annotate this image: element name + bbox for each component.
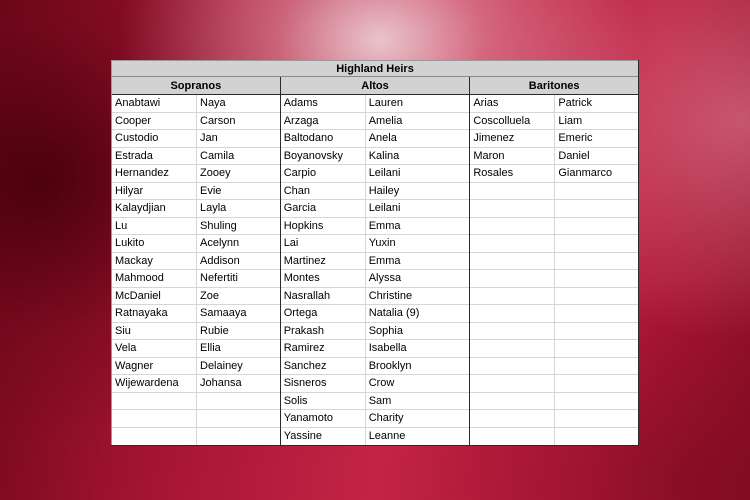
table-row bbox=[470, 305, 638, 323]
given-name-cell: Brooklyn bbox=[365, 358, 470, 375]
given-name-cell bbox=[554, 218, 638, 235]
surname-cell: Solis bbox=[283, 394, 308, 407]
given-name-cell bbox=[554, 253, 638, 270]
table-row bbox=[281, 428, 470, 446]
given-name-cell: Emma bbox=[365, 253, 470, 270]
surname-cell: Cooper bbox=[115, 114, 152, 127]
table-row bbox=[112, 218, 280, 236]
table-row bbox=[112, 253, 280, 271]
given-name-cell bbox=[196, 428, 280, 446]
given-name-cell bbox=[554, 358, 638, 375]
section-header-altos: Altos bbox=[281, 77, 470, 95]
given-name-cell bbox=[554, 410, 638, 427]
given-name-cell: Nefertiti bbox=[196, 270, 280, 287]
surname-cell: Wagner bbox=[115, 359, 154, 372]
given-name-cell bbox=[554, 270, 638, 287]
surname-cell: Wijewardena bbox=[115, 377, 179, 389]
table-row bbox=[470, 253, 638, 271]
given-name-cell: Leilani bbox=[365, 165, 470, 182]
given-name-cell: Johansa bbox=[196, 375, 280, 392]
given-name-cell: Daniel bbox=[554, 148, 638, 165]
given-name-cell: Isabella bbox=[365, 340, 470, 357]
surname-cell bbox=[112, 393, 196, 410]
given-name-cell: Christine bbox=[365, 288, 470, 305]
surname-cell bbox=[470, 305, 554, 322]
given-name-cell: Amelia bbox=[365, 113, 470, 130]
surname-cell: Ratnayaka bbox=[115, 307, 168, 319]
table-row bbox=[470, 288, 638, 306]
given-name-cell: Hailey bbox=[365, 183, 470, 200]
given-name-cell bbox=[554, 340, 638, 357]
surname-cell bbox=[112, 428, 196, 446]
given-name-cell: Jan bbox=[196, 130, 280, 147]
given-name-cell bbox=[554, 428, 638, 446]
given-name-cell: Gianmarco bbox=[554, 165, 638, 182]
table-row bbox=[112, 270, 280, 288]
given-name-cell bbox=[554, 393, 638, 410]
given-name-cell bbox=[554, 183, 638, 200]
table-row bbox=[281, 148, 470, 166]
table-row bbox=[281, 340, 470, 358]
surname-cell: Mackay bbox=[115, 254, 153, 267]
surname-cell: Lu bbox=[115, 219, 128, 232]
table-row bbox=[470, 375, 638, 393]
given-name-cell bbox=[554, 235, 638, 252]
table-row bbox=[470, 323, 638, 341]
surname-cell bbox=[470, 323, 554, 340]
surname-cell: Ramirez bbox=[283, 342, 325, 354]
surname-cell: Sisneros bbox=[283, 377, 327, 389]
table-row bbox=[470, 183, 638, 201]
given-name-cell: Camila bbox=[196, 148, 280, 165]
surname-cell: Estrada bbox=[115, 149, 153, 162]
given-name-cell bbox=[554, 200, 638, 217]
section-header-sopranos: Sopranos bbox=[112, 77, 280, 95]
table-row bbox=[281, 130, 470, 148]
section-header-baritones: Baritones bbox=[470, 77, 638, 95]
surname-cell: Vela bbox=[115, 342, 137, 354]
surname-cell: Nasrallah bbox=[283, 289, 331, 302]
given-name-cell: Zooey bbox=[196, 165, 280, 182]
table-row bbox=[281, 375, 470, 393]
given-name-cell: Rubie bbox=[196, 323, 280, 340]
table-row bbox=[112, 410, 280, 428]
surname-cell: Kalaydjian bbox=[115, 202, 166, 214]
surname-cell bbox=[470, 288, 554, 305]
table-row bbox=[112, 183, 280, 201]
surname-cell: Montes bbox=[283, 272, 320, 284]
surname-cell bbox=[470, 200, 554, 217]
given-name-cell: Addison bbox=[196, 253, 280, 270]
table-row bbox=[112, 165, 280, 183]
surname-cell: Custodio bbox=[115, 132, 159, 144]
table-row bbox=[470, 428, 638, 446]
surname-cell bbox=[470, 428, 554, 446]
table-row bbox=[112, 130, 280, 148]
given-name-cell: Ellia bbox=[196, 340, 280, 357]
surname-cell: Maron bbox=[473, 149, 505, 162]
table-row bbox=[112, 148, 280, 166]
given-name-cell: Delainey bbox=[196, 358, 280, 375]
table-row bbox=[112, 393, 280, 411]
given-name-cell: Leanne bbox=[365, 428, 470, 446]
given-name-cell: Kalina bbox=[365, 148, 470, 165]
table-row bbox=[281, 305, 470, 323]
table-row bbox=[281, 270, 470, 288]
surname-cell: McDaniel bbox=[115, 289, 161, 302]
table-row bbox=[470, 218, 638, 236]
surname-cell: Hernandez bbox=[115, 167, 169, 179]
surname-cell bbox=[470, 183, 554, 200]
given-name-cell: Emeric bbox=[554, 130, 638, 147]
given-name-cell: Emma bbox=[365, 218, 470, 235]
given-name-cell: Sophia bbox=[365, 323, 470, 340]
surname-cell bbox=[470, 410, 554, 427]
surname-cell bbox=[470, 270, 554, 287]
given-name-cell: Crow bbox=[365, 375, 470, 392]
surname-cell: Baltodano bbox=[283, 132, 334, 144]
section-baritones bbox=[469, 77, 638, 445]
surname-cell: Rosales bbox=[473, 167, 514, 179]
table-row bbox=[112, 288, 280, 306]
table-row bbox=[112, 200, 280, 218]
table-row bbox=[281, 113, 470, 131]
table-row bbox=[470, 410, 638, 428]
given-name-cell: Layla bbox=[196, 200, 280, 217]
table-row bbox=[112, 235, 280, 253]
table-row bbox=[281, 288, 470, 306]
given-name-cell bbox=[554, 305, 638, 322]
given-name-cell bbox=[196, 393, 280, 410]
surname-cell: Adams bbox=[283, 97, 318, 109]
section-sopranos bbox=[111, 77, 280, 445]
table-row bbox=[112, 428, 280, 446]
surname-cell: Hopkins bbox=[283, 219, 324, 232]
surname-cell bbox=[470, 340, 554, 357]
surname-cell: Boyanovsky bbox=[283, 149, 343, 162]
table-row bbox=[470, 235, 638, 253]
table-row bbox=[281, 323, 470, 341]
given-name-cell: Evie bbox=[196, 183, 280, 200]
table-row bbox=[281, 165, 470, 183]
given-name-cell: Patrick bbox=[554, 95, 638, 112]
given-name-cell bbox=[554, 288, 638, 305]
given-name-cell bbox=[196, 410, 280, 427]
surname-cell bbox=[470, 375, 554, 392]
given-name-cell: Naya bbox=[196, 95, 280, 112]
given-name-cell: Charity bbox=[365, 410, 470, 427]
given-name-cell: Lauren bbox=[365, 95, 470, 112]
table-row bbox=[470, 358, 638, 376]
table-row bbox=[470, 148, 638, 166]
given-name-cell: Acelynn bbox=[196, 235, 280, 252]
given-name-cell: Natalia (9) bbox=[365, 305, 470, 322]
voice-sections bbox=[111, 77, 638, 445]
table-title: Highland Heirs bbox=[111, 60, 638, 77]
surname-cell: Hilyar bbox=[115, 184, 144, 197]
surname-cell: Chan bbox=[283, 184, 310, 197]
surname-cell: Coscolluela bbox=[473, 114, 531, 127]
table-row bbox=[470, 270, 638, 288]
given-name-cell: Anela bbox=[365, 130, 470, 147]
given-name-cell: Carson bbox=[196, 113, 280, 130]
surname-cell: Martinez bbox=[283, 254, 326, 267]
given-name-cell: Samaaya bbox=[196, 305, 280, 322]
table-row bbox=[112, 95, 280, 113]
surname-cell: Arias bbox=[473, 97, 499, 109]
given-name-cell: Sam bbox=[365, 393, 470, 410]
table-row bbox=[281, 410, 470, 428]
table-row bbox=[470, 130, 638, 148]
table-row bbox=[470, 95, 638, 113]
table-row bbox=[470, 200, 638, 218]
table-row bbox=[470, 165, 638, 183]
surname-cell: Carpio bbox=[283, 167, 317, 179]
table-row bbox=[112, 323, 280, 341]
roster-table bbox=[111, 60, 639, 446]
surname-cell bbox=[470, 358, 554, 375]
surname-cell: Yanamoto bbox=[283, 412, 334, 424]
surname-cell: Jimenez bbox=[473, 132, 515, 144]
table-row bbox=[470, 393, 638, 411]
table-row bbox=[281, 253, 470, 271]
table-row bbox=[281, 218, 470, 236]
given-name-cell: Alyssa bbox=[365, 270, 470, 287]
surname-cell bbox=[470, 218, 554, 235]
given-name-cell bbox=[554, 375, 638, 392]
surname-cell: Arzaga bbox=[283, 114, 319, 127]
table-row bbox=[281, 235, 470, 253]
table-row bbox=[281, 200, 470, 218]
table-row bbox=[470, 340, 638, 358]
surname-cell: Anabtawi bbox=[115, 97, 161, 109]
given-name-cell: Zoe bbox=[196, 288, 280, 305]
surname-cell: Lai bbox=[283, 237, 299, 249]
given-name-cell: Yuxin bbox=[365, 235, 470, 252]
given-name-cell: Shuling bbox=[196, 218, 280, 235]
table-row bbox=[112, 113, 280, 131]
table-row bbox=[470, 113, 638, 131]
given-name-cell: Leilani bbox=[365, 200, 470, 217]
surname-cell: Garcia bbox=[283, 202, 317, 214]
surname-cell: Sanchez bbox=[283, 359, 327, 372]
surname-cell: Mahmood bbox=[115, 272, 164, 284]
table-row bbox=[281, 393, 470, 411]
table-row bbox=[281, 95, 470, 113]
surname-cell bbox=[470, 235, 554, 252]
surname-cell: Lukito bbox=[115, 237, 145, 249]
table-row bbox=[112, 305, 280, 323]
surname-cell: Siu bbox=[115, 324, 131, 337]
surname-cell: Prakash bbox=[283, 324, 325, 337]
table-row bbox=[112, 358, 280, 376]
surname-cell: Ortega bbox=[283, 307, 318, 319]
given-name-cell: Liam bbox=[554, 113, 638, 130]
surname-cell: Yassine bbox=[283, 429, 323, 442]
section-altos bbox=[280, 77, 470, 445]
surname-cell bbox=[470, 253, 554, 270]
table-row bbox=[281, 183, 470, 201]
table-row bbox=[281, 358, 470, 376]
surname-cell bbox=[112, 410, 196, 427]
given-name-cell bbox=[554, 323, 638, 340]
table-row bbox=[112, 375, 280, 393]
table-row bbox=[112, 340, 280, 358]
surname-cell bbox=[470, 393, 554, 410]
